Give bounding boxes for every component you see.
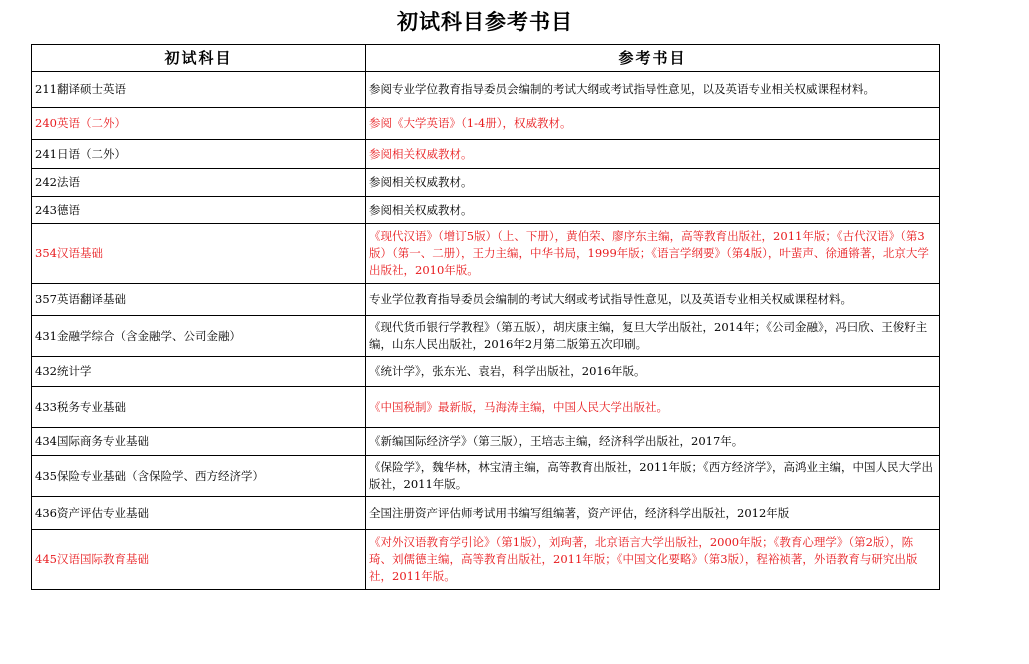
page-title: 初试科目参考书目 — [397, 9, 573, 34]
books-cell: 参阅相关权威教材。 — [366, 140, 940, 169]
books-cell: 参阅专业学位教育指导委员会编制的考试大纲或考试指导性意见，以及英语专业相关权威课程材料。 — [366, 72, 940, 108]
table-header-row — [32, 45, 940, 72]
subject-cell: 432统计学 — [32, 357, 366, 387]
subject-cell: 431金融学综合（含金融学、公司金融） — [32, 316, 366, 357]
table-row — [32, 357, 940, 387]
subject-cell: 445汉语国际教育基础 — [32, 530, 366, 590]
table-row — [32, 316, 940, 357]
subject-cell: 243德语 — [32, 197, 366, 224]
books-cell: 《现代汉语》（增订5版）（上、下册），黄伯荣、廖序东主编，高等教育出版社，2011年版；《古代汉语》（第3版）（第一、二册），王力主编，中华书局，1999年版；《语言学纲要》（第4版），叶蜚声、徐通锵著，北京大学出版社，2010年版。 — [366, 224, 940, 284]
table-row — [32, 530, 940, 590]
books-cell: 《对外汉语教育学引论》（第1版），刘珣著，北京语言大学出版社，2000年版；《教育心理学》（第2版），陈琦、刘儒德主编，高等教育出版社，2011年版；《中国文化要略》（第3版），程裕祯著，外语教育与研究出版社，2011年版。 — [366, 530, 940, 590]
table-row — [32, 224, 940, 284]
books-cell: 《新编国际经济学》（第三版），王培志主编，经济科学出版社，2017年。 — [366, 428, 940, 456]
subject-cell: 436资产评估专业基础 — [32, 497, 366, 530]
subject-cell: 354汉语基础 — [32, 224, 366, 284]
table-row — [32, 72, 940, 108]
books-cell: 《中国税制》最新版，马海涛主编，中国人民大学出版社。 — [366, 387, 940, 428]
header-books: 参考书目 — [366, 45, 940, 72]
subject-cell: 433税务专业基础 — [32, 387, 366, 428]
table-row — [32, 428, 940, 456]
subject-cell: 357英语翻译基础 — [32, 284, 366, 316]
table-row — [32, 456, 940, 497]
subject-cell: 240英语（二外） — [32, 108, 366, 140]
books-cell: 《统计学》，张东光、袁岩，科学出版社，2016年版。 — [366, 357, 940, 387]
subject-cell: 241日语（二外） — [32, 140, 366, 169]
books-cell: 参阅《大学英语》（1-4册），权威教材。 — [366, 108, 940, 140]
subject-cell: 242法语 — [32, 169, 366, 197]
table-row — [32, 387, 940, 428]
books-cell: 《保险学》，魏华林，林宝清主编，高等教育出版社，2011年版；《西方经济学》，高鸿业主编，中国人民大学出版社，2011年版。 — [366, 456, 940, 497]
table-row — [32, 197, 940, 224]
subject-cell: 211翻译硕士英语 — [32, 72, 366, 108]
books-cell: 专业学位教育指导委员会编制的考试大纲或考试指导性意见，以及英语专业相关权威课程材料。 — [366, 284, 940, 316]
table-row — [32, 284, 940, 316]
table-row — [32, 497, 940, 530]
table-row — [32, 140, 940, 169]
table-row — [32, 108, 940, 140]
books-cell: 参阅相关权威教材。 — [366, 169, 940, 197]
books-cell: 参阅相关权威教材。 — [366, 197, 940, 224]
books-cell: 全国注册资产评估师考试用书编写组编著，资产评估，经济科学出版社，2012年版 — [366, 497, 940, 530]
books-cell: 《现代货币银行学教程》（第五版），胡庆康主编，复旦大学出版社，2014年；《公司金融》，冯曰欣、王俊籽主编，山东人民出版社，2016年2月第二版第五次印刷。 — [366, 316, 940, 357]
reference-book-table — [31, 44, 940, 590]
table-row — [32, 169, 940, 197]
subject-cell: 434国际商务专业基础 — [32, 428, 366, 456]
subject-cell: 435保险专业基础（含保险学、西方经济学） — [32, 456, 366, 497]
header-subject: 初试科目 — [32, 45, 366, 72]
table-body — [32, 72, 940, 590]
